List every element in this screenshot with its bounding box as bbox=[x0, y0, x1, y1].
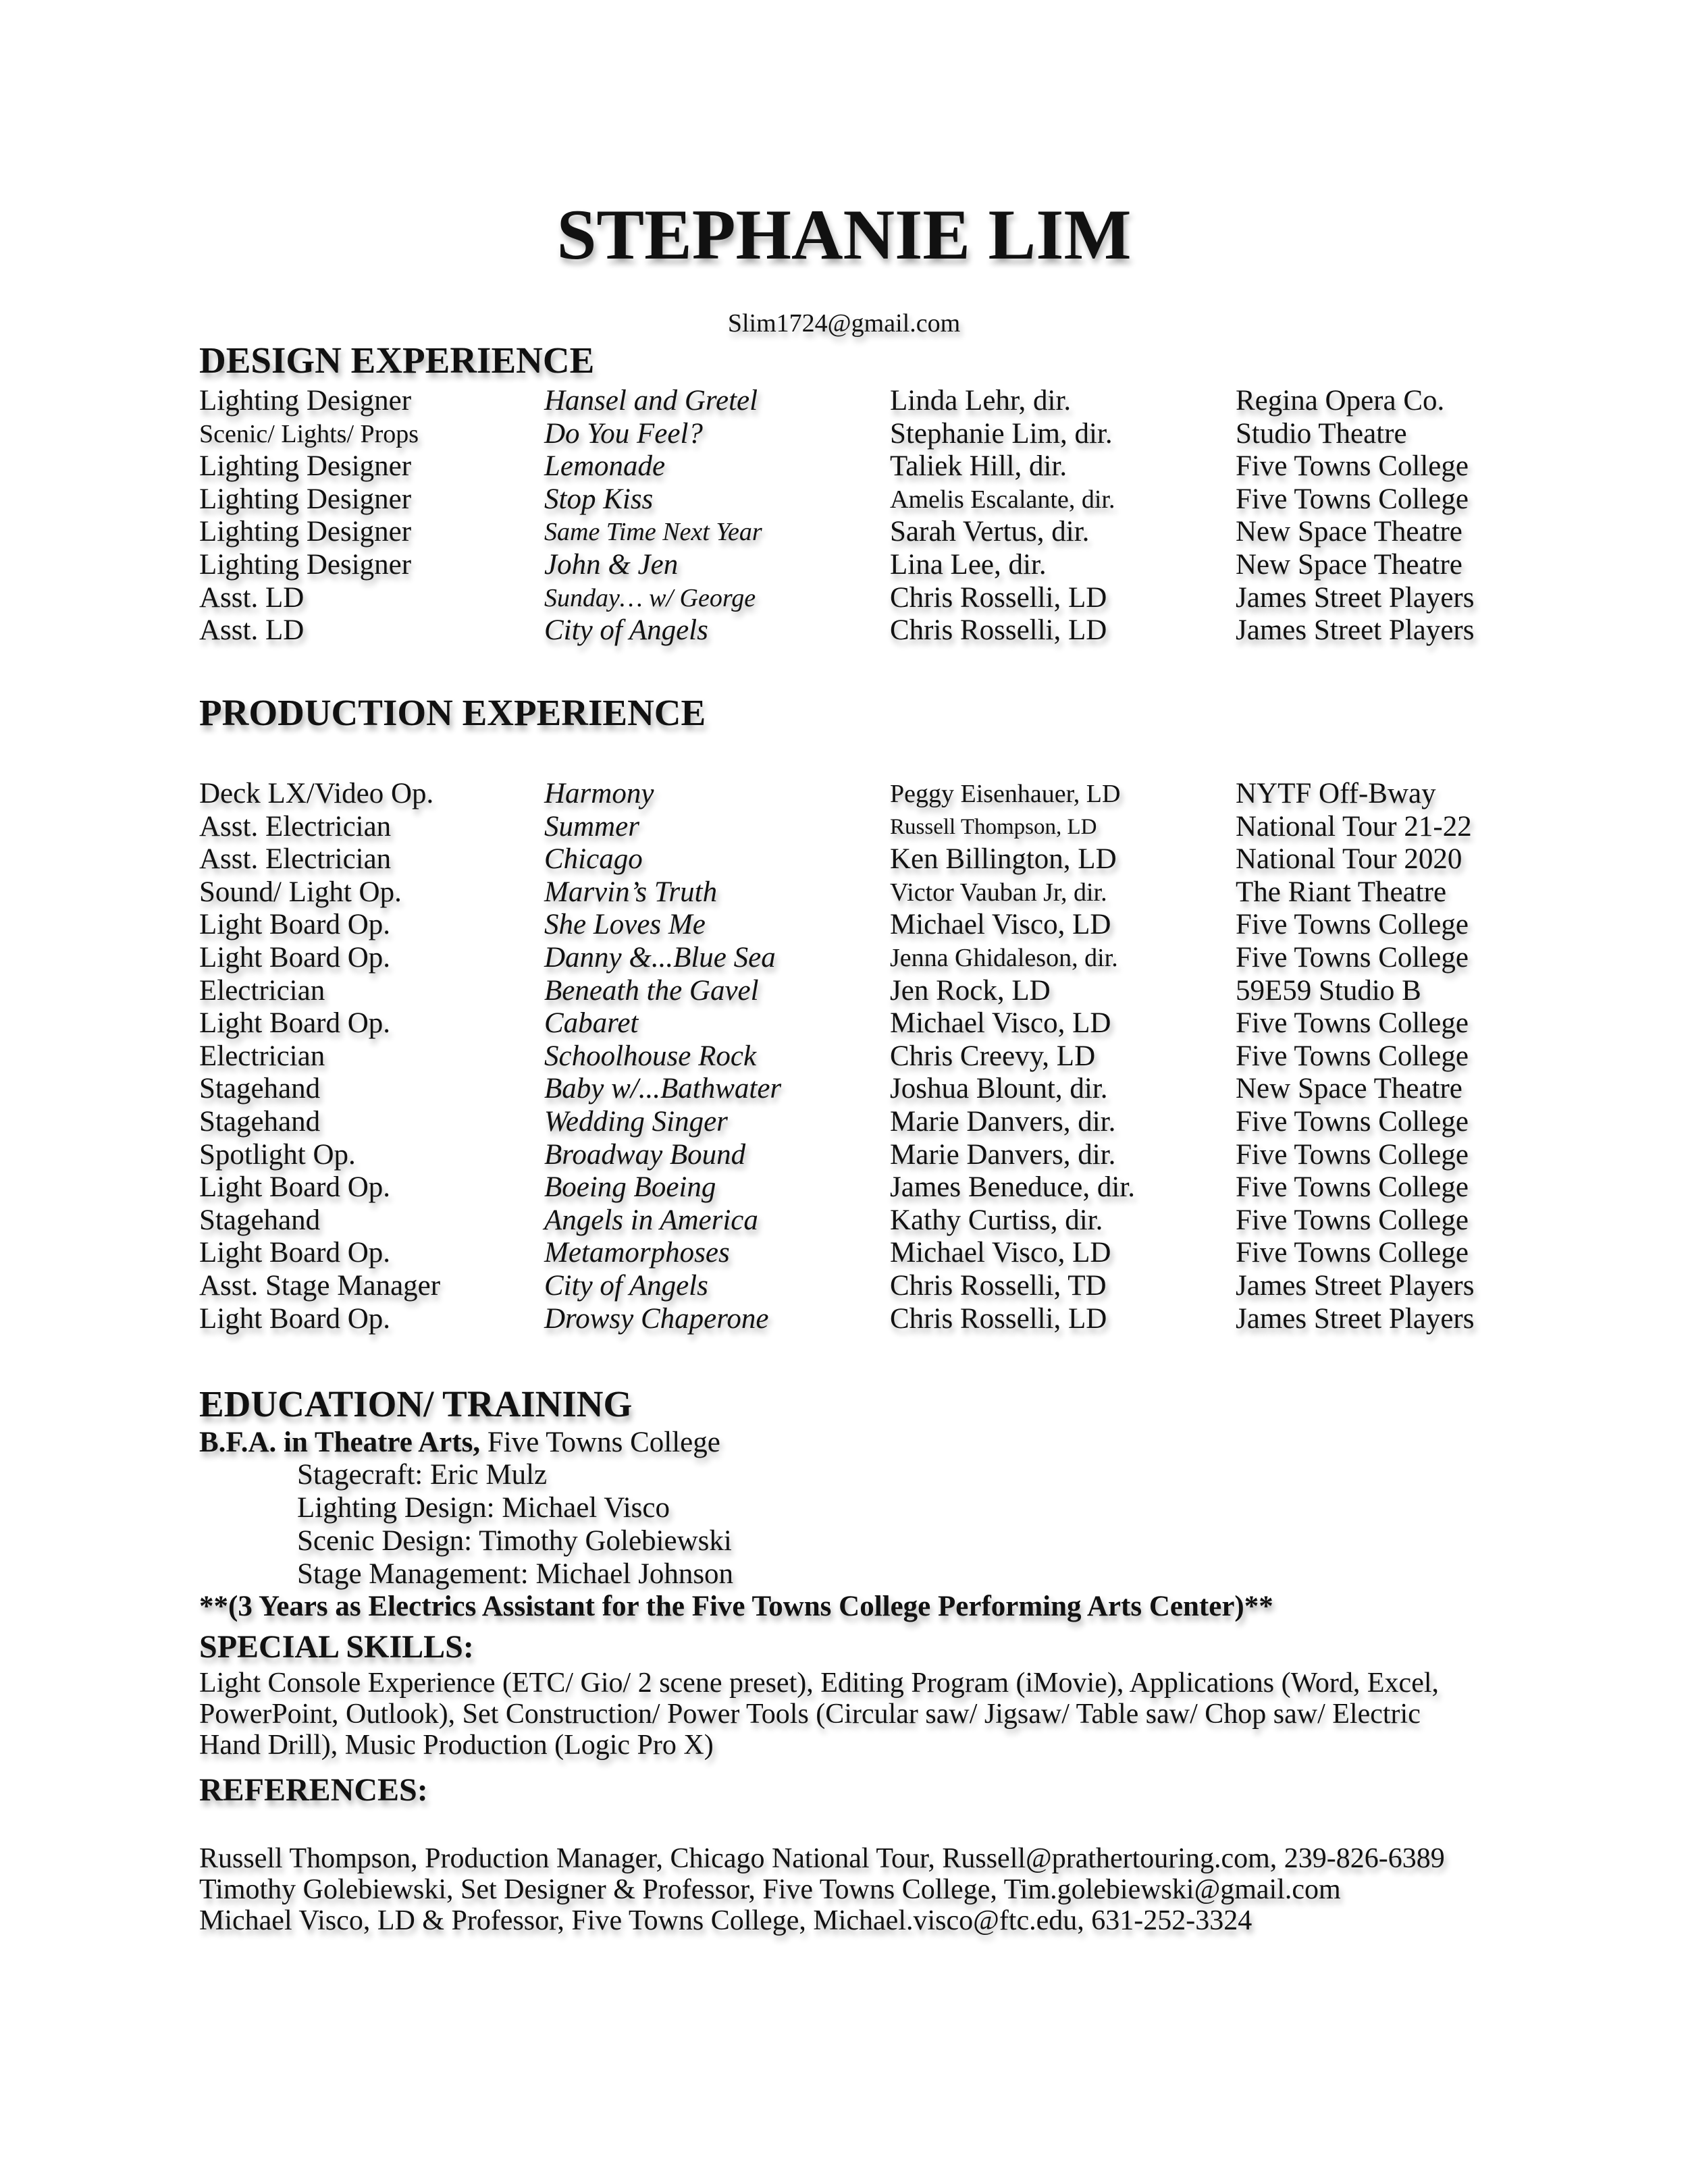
cell-show: John & Jen bbox=[544, 549, 679, 581]
design-experience-row bbox=[0, 549, 1688, 581]
cell-person: Ken Billington, LD bbox=[890, 843, 1117, 876]
production-experience-row bbox=[0, 1139, 1688, 1171]
cell-venue: Five Towns College bbox=[1236, 942, 1469, 974]
cell-person: Chris Rosselli, TD bbox=[890, 1270, 1107, 1302]
cell-venue: New Space Theatre bbox=[1236, 516, 1462, 548]
cell-venue: James Street Players bbox=[1236, 614, 1475, 647]
cell-venue: Five Towns College bbox=[1236, 1204, 1469, 1236]
design-experience-row bbox=[0, 450, 1688, 483]
skills-line: Light Console Experience (ETC/ Gio/ 2 scene preset), Editing Program (iMovie), Applications (Word, Excel, bbox=[199, 1668, 1440, 1699]
resume-name: STEPHANIE LIM bbox=[556, 195, 1132, 274]
cell-role: Light Board Op. bbox=[199, 909, 391, 941]
cell-role: Sound/ Light Op. bbox=[199, 876, 402, 908]
cell-role: Asst. Electrician bbox=[199, 810, 392, 843]
cell-person: Linda Lehr, dir. bbox=[890, 385, 1072, 417]
cell-venue: NYTF Off-Bway bbox=[1236, 778, 1436, 809]
skills-line: PowerPoint, Outlook), Set Construction/ Power Tools (Circular saw/ Jigsaw/ Table saw/ Chop saw/ Electric bbox=[199, 1699, 1421, 1730]
cell-person: Kathy Curtiss, dir. bbox=[890, 1204, 1103, 1236]
cell-person: Chris Creevy, LD bbox=[890, 1040, 1096, 1072]
reference-line: Michael Visco, LD & Professor, Five Towns College, Michael.visco@ftc.edu, 631-252-3324 bbox=[199, 1905, 1252, 1936]
cell-role: Light Board Op. bbox=[199, 942, 391, 974]
cell-show: Do You Feel? bbox=[544, 417, 703, 450]
cell-person: Lina Lee, dir. bbox=[890, 549, 1047, 581]
course-item: Stage Management: Michael Johnson bbox=[297, 1558, 734, 1590]
contact-email: Slim1724@gmail.com bbox=[727, 309, 961, 338]
cell-role: Light Board Op. bbox=[199, 1007, 391, 1040]
cell-show: Stop Kiss bbox=[544, 483, 654, 515]
cell-venue: 59E59 Studio B bbox=[1236, 974, 1421, 1007]
cell-venue: National Tour 2020 bbox=[1236, 843, 1462, 876]
course-item: Scenic Design: Timothy Golebiewski bbox=[297, 1525, 732, 1557]
cell-person: Sarah Vertus, dir. bbox=[890, 516, 1090, 548]
electrics-assistant-note: **(3 Years as Electrics Assistant for the Five Towns College Performing Arts Center)** bbox=[199, 1591, 1273, 1622]
cell-show: City of Angels bbox=[544, 1270, 708, 1302]
reference-line: Russell Thompson, Production Manager, Chicago National Tour, Russell@prathertouring.com, 239-826-6389 bbox=[199, 1843, 1445, 1874]
degree-title: B.F.A. in Theatre Arts, bbox=[199, 1427, 481, 1458]
cell-person: James Beneduce, dir. bbox=[890, 1171, 1136, 1204]
cell-role: Lighting Designer bbox=[199, 450, 412, 483]
production-experience-row bbox=[0, 778, 1688, 810]
cell-show: Wedding Singer bbox=[544, 1106, 728, 1138]
production-experience-row bbox=[0, 876, 1688, 909]
cell-role: Lighting Designer bbox=[199, 385, 412, 417]
cell-venue: Five Towns College bbox=[1236, 1040, 1469, 1072]
production-experience-row bbox=[0, 1237, 1688, 1269]
cell-person: Amelis Escalante, dir. bbox=[890, 485, 1115, 514]
production-experience-row bbox=[0, 1073, 1688, 1105]
cell-role: Spotlight Op. bbox=[199, 1138, 356, 1171]
education-heading: EDUCATION/ TRAINING bbox=[199, 1383, 633, 1424]
cell-role: Asst. LD bbox=[199, 581, 305, 614]
degree-line bbox=[199, 1426, 720, 1459]
production-experience-row bbox=[0, 909, 1688, 941]
cell-show: Broadway Bound bbox=[544, 1138, 746, 1171]
cell-venue: New Space Theatre bbox=[1236, 1073, 1462, 1105]
production-experience-row bbox=[0, 1040, 1688, 1073]
special-skills-heading: SPECIAL SKILLS: bbox=[199, 1629, 474, 1665]
production-experience-row bbox=[0, 975, 1688, 1007]
references-heading: REFERENCES: bbox=[199, 1772, 428, 1808]
cell-show: Summer bbox=[544, 810, 639, 843]
skills-line: Hand Drill), Music Production (Logic Pro X) bbox=[199, 1730, 714, 1761]
cell-show: Metamorphoses bbox=[544, 1237, 730, 1269]
course-item: Lighting Design: Michael Visco bbox=[297, 1492, 670, 1524]
cell-venue: James Street Players bbox=[1236, 1302, 1475, 1335]
cell-person: Jen Rock, LD bbox=[890, 974, 1051, 1007]
cell-show: Angels in America bbox=[544, 1204, 758, 1236]
cell-role: Asst. Electrician bbox=[199, 843, 392, 876]
production-experience-row bbox=[0, 1303, 1688, 1335]
cell-show: Hansel and Gretel bbox=[544, 385, 758, 417]
cell-person: Peggy Eisenhauer, LD bbox=[890, 780, 1121, 808]
cell-venue: Five Towns College bbox=[1236, 909, 1469, 941]
cell-venue: The Riant Theatre bbox=[1236, 876, 1447, 908]
cell-show: Chicago bbox=[544, 843, 643, 876]
cell-venue: Five Towns College bbox=[1236, 1171, 1469, 1204]
cell-show: Cabaret bbox=[544, 1007, 639, 1040]
degree-school: Five Towns College bbox=[487, 1427, 720, 1458]
cell-venue: James Street Players bbox=[1236, 581, 1475, 614]
course-item: Stagecraft: Eric Mulz bbox=[297, 1459, 548, 1491]
cell-role: Scenic/ Lights/ Props bbox=[199, 419, 419, 448]
cell-venue: Five Towns College bbox=[1236, 1237, 1469, 1269]
production-experience-heading: PRODUCTION EXPERIENCE bbox=[199, 692, 706, 733]
cell-venue: Five Towns College bbox=[1236, 1138, 1469, 1171]
production-experience-row bbox=[0, 1106, 1688, 1138]
cell-venue: James Street Players bbox=[1236, 1270, 1475, 1302]
cell-venue: Five Towns College bbox=[1236, 1106, 1469, 1138]
cell-role: Lighting Designer bbox=[199, 483, 412, 515]
cell-role: Asst. Stage Manager bbox=[199, 1270, 441, 1302]
cell-person: Victor Vauban Jr, dir. bbox=[890, 878, 1107, 907]
cell-role: Lighting Designer bbox=[199, 516, 412, 548]
cell-role: Light Board Op. bbox=[199, 1302, 391, 1335]
design-experience-heading: DESIGN EXPERIENCE bbox=[199, 340, 595, 381]
cell-show: Boeing Boeing bbox=[544, 1171, 716, 1204]
cell-show: Same Time Next Year bbox=[544, 518, 762, 547]
cell-role: Stagehand bbox=[199, 1106, 321, 1138]
cell-person: Marie Danvers, dir. bbox=[890, 1138, 1116, 1171]
reference-line: Timothy Golebiewski, Set Designer & Professor, Five Towns College, Tim.golebiewski@gmail.com bbox=[199, 1874, 1341, 1905]
cell-show: Harmony bbox=[544, 778, 654, 809]
cell-person: Chris Rosselli, LD bbox=[890, 1302, 1107, 1335]
cell-show: Marvin’s Truth bbox=[544, 876, 718, 908]
design-experience-row bbox=[0, 582, 1688, 614]
cell-show: Drowsy Chaperone bbox=[544, 1302, 769, 1335]
cell-role: Light Board Op. bbox=[199, 1237, 391, 1269]
cell-person: Chris Rosselli, LD bbox=[890, 614, 1107, 647]
production-experience-row bbox=[0, 811, 1688, 843]
cell-person: Michael Visco, LD bbox=[890, 909, 1111, 941]
cell-show: Sunday… w/ George bbox=[544, 583, 756, 612]
design-experience-row bbox=[0, 483, 1688, 516]
cell-show: She Loves Me bbox=[544, 909, 706, 941]
cell-venue: Regina Opera Co. bbox=[1236, 385, 1445, 417]
production-experience-row bbox=[0, 1007, 1688, 1040]
production-experience-row bbox=[0, 942, 1688, 974]
cell-person: Jenna Ghidaleson, dir. bbox=[890, 944, 1118, 972]
cell-show: City of Angels bbox=[544, 614, 708, 647]
cell-person: Chris Rosselli, LD bbox=[890, 581, 1107, 614]
cell-venue: New Space Theatre bbox=[1236, 549, 1462, 581]
cell-role: Electrician bbox=[199, 974, 325, 1007]
cell-show: Beneath the Gavel bbox=[544, 974, 759, 1007]
cell-role: Stagehand bbox=[199, 1073, 321, 1105]
cell-role: Lighting Designer bbox=[199, 549, 412, 581]
cell-venue: Five Towns College bbox=[1236, 1007, 1469, 1040]
design-experience-row bbox=[0, 614, 1688, 647]
cell-venue: Studio Theatre bbox=[1236, 417, 1407, 450]
cell-person: Taliek Hill, dir. bbox=[890, 450, 1067, 483]
design-experience-row bbox=[0, 418, 1688, 450]
cell-show: Baby w/...Bathwater bbox=[544, 1073, 782, 1105]
cell-person: Stephanie Lim, dir. bbox=[890, 417, 1113, 450]
cell-role: Stagehand bbox=[199, 1204, 321, 1236]
cell-role: Light Board Op. bbox=[199, 1171, 391, 1204]
cell-role: Deck LX/Video Op. bbox=[199, 778, 434, 809]
cell-role: Asst. LD bbox=[199, 614, 305, 647]
cell-person: Michael Visco, LD bbox=[890, 1007, 1111, 1040]
cell-person: Michael Visco, LD bbox=[890, 1237, 1111, 1269]
cell-person: Joshua Blount, dir. bbox=[890, 1073, 1108, 1105]
design-experience-row bbox=[0, 516, 1688, 548]
cell-venue: Five Towns College bbox=[1236, 450, 1469, 483]
cell-person: Marie Danvers, dir. bbox=[890, 1106, 1116, 1138]
production-experience-row bbox=[0, 843, 1688, 876]
production-experience-row bbox=[0, 1171, 1688, 1204]
cell-venue: Five Towns College bbox=[1236, 483, 1469, 515]
cell-role: Electrician bbox=[199, 1040, 325, 1072]
production-experience-row bbox=[0, 1270, 1688, 1302]
cell-show: Lemonade bbox=[544, 450, 666, 483]
production-experience-row bbox=[0, 1204, 1688, 1237]
cell-venue: National Tour 21-22 bbox=[1236, 810, 1472, 843]
cell-show: Schoolhouse Rock bbox=[544, 1040, 757, 1072]
cell-person: Russell Thompson, LD bbox=[890, 814, 1097, 839]
design-experience-row bbox=[0, 385, 1688, 417]
cell-show: Danny &...Blue Sea bbox=[544, 942, 776, 974]
